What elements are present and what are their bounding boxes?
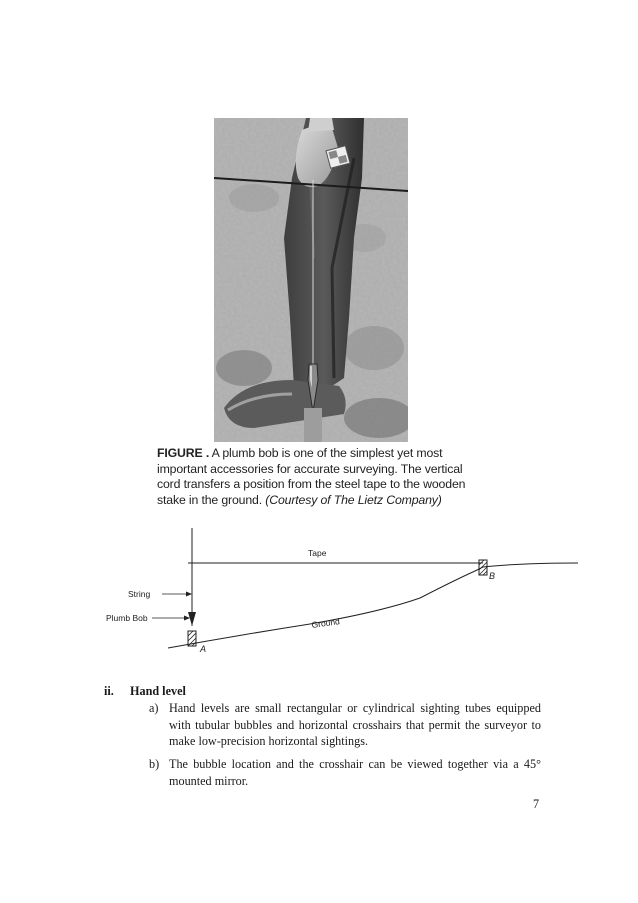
tape-label: Tape <box>308 548 327 558</box>
page-number: 7 <box>533 797 540 811</box>
plumb-bob-photo <box>214 118 408 442</box>
point-b-label: B <box>489 571 496 581</box>
list-item-marker: a) <box>149 701 159 715</box>
list-item-text: The bubble location and the crosshair can be viewed together via a 45° mounted mirror. <box>169 757 541 788</box>
figure-caption-text: A plumb bob is one of the simplest yet most important accessories for accurate surveying. The vertical cord transfers a position from the steel tape to the wooden stake in the ground. <box>157 446 466 507</box>
list-item <box>149 756 541 789</box>
list-item-text: Hand levels are small rectangular or cylindrical sighting tubes equipped with tubular bubbles and horizontal crosshairs that permit the surveyor to make low-precision horizontal sightings. <box>169 701 541 748</box>
section-heading: Hand level <box>130 684 186 698</box>
figure-label: FIGURE . <box>157 446 210 460</box>
figure-caption <box>157 446 487 508</box>
ground-label: Ground <box>310 616 341 630</box>
list-item-marker: b) <box>149 757 160 771</box>
point-a-label: A <box>200 644 207 654</box>
plumb-bob-marker <box>188 612 196 626</box>
section-numeral: ii. <box>104 684 114 698</box>
taping-diagram <box>100 528 590 660</box>
figure-credit: (Courtesy of The Lietz Company) <box>265 492 442 507</box>
list-item <box>149 700 541 750</box>
string-label: String <box>128 589 151 599</box>
ground-line <box>168 563 578 648</box>
plumb-bob-label: Plumb Bob <box>106 613 148 623</box>
